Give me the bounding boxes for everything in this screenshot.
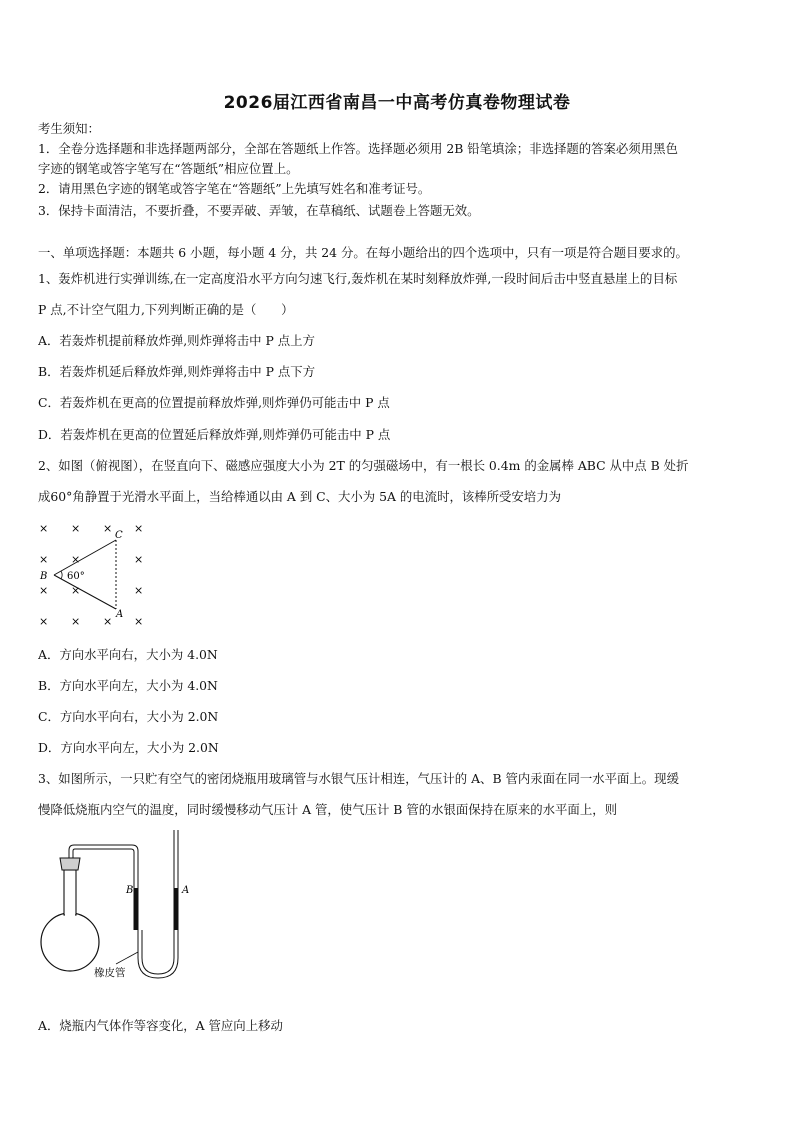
field-cross: × [134, 553, 144, 566]
field-cross: × [71, 584, 81, 597]
flask-neck [64, 870, 76, 915]
field-cross: × [71, 553, 81, 566]
hose-pointer [116, 952, 138, 964]
q1-option-d: D．若轰炸机在更高的位置延后释放炸弹,则炸弹仍可能击中 P 点 [38, 427, 391, 442]
q1-option-c: C．若轰炸机在更高的位置提前释放炸弹,则炸弹仍可能击中 P 点 [38, 395, 390, 410]
q3-stem: 3、如图所示，一只贮有空气的密闭烧瓶用玻璃管与水银气压计相连，气压计的 A、B 管内汞面在同一水平面上。现缓 [38, 771, 679, 786]
b-tube-mercury [134, 888, 138, 930]
field-cross: × [71, 615, 81, 628]
label-a: A [182, 885, 190, 896]
flask-manometer-figure [36, 830, 206, 990]
q1-option-b: B．若轰炸机延后释放炸弹,则炸弹将击中 P 点下方 [38, 364, 316, 379]
label-b: B [126, 885, 134, 896]
label-a: A [116, 609, 124, 620]
q1-option-a: A．若轰炸机提前释放炸弹,则炸弹将击中 P 点上方 [38, 333, 315, 348]
flask-bulb [41, 913, 99, 971]
q2-option-c: C．方向水平向右，大小为 2.0N [38, 709, 219, 724]
q1-stem: P 点,不计空气阻力,下列判断正确的是（ ） [38, 302, 294, 317]
field-cross: × [39, 584, 49, 597]
glass-tube-inner [73, 849, 134, 930]
angle-label: 60° [67, 571, 85, 582]
angle-arc [61, 571, 62, 579]
field-cross: × [103, 522, 113, 535]
field-cross: × [134, 584, 144, 597]
notice-item: 3．保持卡面清洁，不要折叠，不要弄破、弄皱，在草稿纸、试题卷上答题无效。 [38, 203, 480, 218]
hose-inner [142, 890, 174, 974]
notice-item: 字迹的钢笔或答字笔写在“答题纸”相应位置上。 [38, 161, 299, 176]
hose-outer [138, 890, 178, 978]
q2-option-a: A．方向水平向右，大小为 4.0N [38, 647, 218, 662]
field-cross: × [103, 615, 113, 628]
hose-label: 橡皮管 [94, 967, 126, 979]
label-c: C [115, 530, 123, 541]
q2-option-b: B．方向水平向左，大小为 4.0N [38, 678, 218, 693]
page-title: 2026届江西省南昌一中高考仿真卷物理试卷 [223, 93, 571, 113]
section-header: 一、单项选择题：本题共 6 小题，每小题 4 分，共 24 分。在每小题给出的四个选项中，只有一项是符合题目要求的。 [38, 245, 688, 260]
notice-heading: 考生须知： [38, 121, 100, 136]
field-cross: × [134, 522, 144, 535]
rod-segment-bc [54, 540, 116, 575]
stopper [60, 858, 80, 870]
magnetic-field-figure [30, 515, 160, 630]
field-cross: × [39, 522, 49, 535]
label-b: B [40, 571, 48, 582]
rod-segment-ba [54, 575, 116, 609]
field-cross: × [39, 553, 49, 566]
field-cross: × [134, 615, 144, 628]
q2-stem: 2、如图（俯视图），在竖直向下、磁感应强度大小为 2T 的匀强磁场中，有一根长 0.4m 的金属棒 ABC 从中点 B 处折 [38, 458, 689, 473]
notice-item: 1．全卷分选择题和非选择题两部分，全部在答题纸上作答。选择题必须用 2B 铅笔填涂；非选择题的答案必须用黑色 [38, 141, 678, 156]
q2-stem: 成60°角静置于光滑水平面上，当给棒通以由 A 到 C、大小为 5A 的电流时，该棒所受安培力为 [38, 489, 561, 504]
field-cross: × [71, 522, 81, 535]
q3-stem: 慢降低烧瓶内空气的温度，同时缓慢移动气压计 A 管，使气压计 B 管的水银面保持在原来的水平面上，则 [38, 802, 617, 817]
q2-option-d: D．方向水平向左，大小为 2.0N [38, 740, 219, 755]
notice-item: 2．请用黑色字迹的钢笔或答字笔在“答题纸”上先填写姓名和准考证号。 [38, 181, 431, 196]
q3-option-a: A．烧瓶内气体作等容变化，A 管应向上移动 [38, 1018, 283, 1033]
field-cross: × [39, 615, 49, 628]
q1-stem: 1、轰炸机进行实弹训练,在一定高度沿水平方向匀速飞行,轰炸机在某时刻释放炸弹,一段时间后击中竖直悬崖上的目标 [38, 271, 678, 286]
a-tube-mercury [174, 888, 178, 930]
